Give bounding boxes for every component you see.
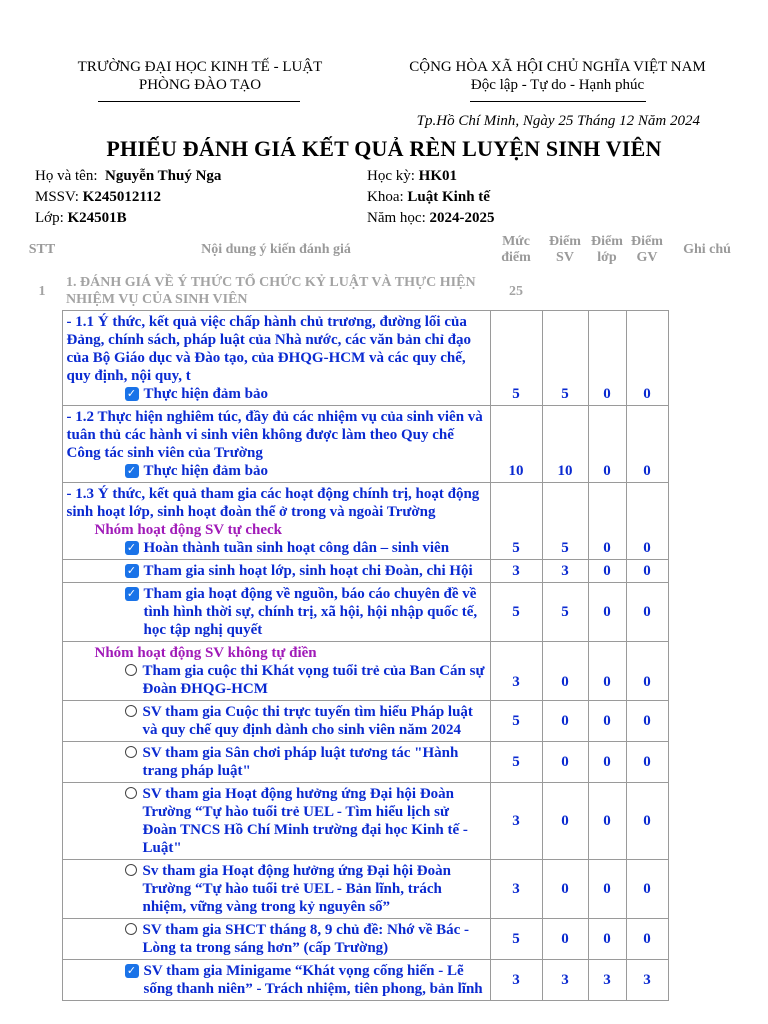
- option-label: SV tham gia Cuộc thi trực tuyến tìm hiểu Pháp luật và quy chế quy định dành cho sinh viên năm 2024: [142, 704, 473, 738]
- gv-cell: 3: [626, 960, 668, 1001]
- sv-cell: 5: [542, 583, 588, 642]
- item-cell: [62, 642, 490, 701]
- year-label: Năm học:: [367, 210, 426, 226]
- sv-cell: 5: [542, 483, 588, 560]
- lop-cell: 0: [588, 919, 626, 960]
- table-row: [22, 919, 746, 960]
- sv-cell: 0: [542, 783, 588, 860]
- lop-cell: 0: [588, 701, 626, 742]
- student-info-right: [367, 166, 494, 229]
- checked-box-icon[interactable]: ✓: [125, 564, 139, 578]
- option-label: SV tham gia Minigame “Khát vọng cống hiến - Lẽ sống thanh niên” - Trách nhiệm, tiên phong, bản lĩnh: [143, 963, 483, 997]
- checked-box-icon[interactable]: ✓: [125, 387, 139, 401]
- muc-cell: 5: [490, 701, 542, 742]
- item-cell: [62, 783, 490, 860]
- table-row: [22, 960, 746, 1001]
- lop-cell: 0: [588, 483, 626, 560]
- checked-box-icon[interactable]: ✓: [125, 587, 139, 601]
- faculty-label: Khoa:: [367, 189, 404, 205]
- unchecked-circle-icon[interactable]: [125, 705, 137, 717]
- item-text: - 1.2 Thực hiện nghiêm túc, đầy đủ các nhiệm vụ của sinh viên và tuân thủ các hành vi sinh viên không được làm theo Quy chế Công tác sinh viên của Trường: [66, 409, 483, 461]
- evaluation-table: [22, 228, 746, 1001]
- gv-cell: 0: [626, 311, 668, 406]
- option-label: SV tham gia SHCT tháng 8, 9 chủ đề: Nhớ về Bác - Lòng ta trong sáng hơn” (cấp Trường): [142, 922, 470, 956]
- school-underline: [98, 101, 300, 102]
- item-text: - 1.1 Ý thức, kết quả việc chấp hành chủ trương, đường lối của Đảng, chính sách, pháp luật của Nhà nước, các văn bản chỉ đạo của Bộ Giáo dục và Đào tạo, của ĐHQG-HCM và các quy chế, quy định, nội quy, t: [66, 314, 471, 384]
- section-row: [22, 272, 746, 311]
- muc-cell: 3: [490, 642, 542, 701]
- option-row[interactable]: [67, 385, 486, 403]
- lop-cell: 0: [588, 560, 626, 583]
- col-note: Ghi chú: [683, 242, 731, 257]
- gv-cell: 0: [626, 583, 668, 642]
- option-label: Thực hiện đảm bảo: [143, 463, 268, 479]
- muc-cell: 10: [490, 406, 542, 483]
- muc-cell: 3: [490, 783, 542, 860]
- class-label: Lớp:: [35, 210, 64, 226]
- nation-header: [380, 58, 735, 94]
- table-row: [22, 560, 746, 583]
- option-row[interactable]: [67, 462, 486, 480]
- nation-motto: Độc lập - Tự do - Hạnh phúc: [470, 77, 645, 93]
- col-lop: Điểm lớp: [591, 234, 623, 265]
- muc-cell: 5: [490, 483, 542, 560]
- option-label: SV tham gia Sân chơi pháp luật tương tác "Hành trang pháp luật": [142, 745, 459, 779]
- document-date: Tp.Hồ Chí Minh, Ngày 25 Tháng 12 Năm 2024: [416, 113, 700, 129]
- unchecked-circle-icon[interactable]: [125, 664, 137, 676]
- group-label: Nhóm hoạt động SV không tự điền: [94, 645, 317, 661]
- table-row: [22, 311, 746, 406]
- checked-box-icon[interactable]: ✓: [125, 541, 139, 555]
- faculty-value: Luật Kinh tế: [407, 189, 490, 205]
- col-content: Nội dung ý kiến đánh giá: [201, 242, 351, 257]
- table-row: [22, 406, 746, 483]
- sv-cell: 0: [542, 701, 588, 742]
- table-row: [22, 483, 746, 560]
- item-cell: [62, 311, 490, 406]
- sv-cell: 10: [542, 406, 588, 483]
- section-title: 1. ĐÁNH GIÁ VỀ Ý THỨC TỔ CHỨC KỶ LUẬT VÀ THỰC HIỆN NHIỆM VỤ CỦA SINH VIÊN: [66, 275, 476, 307]
- table-header-row: [22, 228, 746, 272]
- table-row: [22, 642, 746, 701]
- option-label: Tham gia sinh hoạt lớp, sinh hoạt chi Đoàn, chi Hội: [143, 563, 473, 579]
- checked-box-icon[interactable]: ✓: [125, 464, 139, 478]
- lop-cell: 0: [588, 406, 626, 483]
- muc-cell: 3: [490, 560, 542, 583]
- gv-cell: 0: [626, 560, 668, 583]
- unchecked-circle-icon[interactable]: [125, 864, 137, 876]
- gv-cell: 0: [626, 919, 668, 960]
- option-label: Tham gia cuộc thi Khát vọng tuổi trẻ của Ban Cán sự Đoàn ĐHQG-HCM: [142, 663, 485, 697]
- item-cell: [62, 742, 490, 783]
- muc-cell: 3: [490, 860, 542, 919]
- group-label: Nhóm hoạt động SV tự check: [94, 522, 282, 538]
- option-row[interactable]: [67, 921, 486, 957]
- student-info-left: [35, 166, 221, 229]
- lop-cell: 0: [588, 783, 626, 860]
- class-row: [35, 208, 221, 229]
- gv-cell: 0: [626, 406, 668, 483]
- gv-cell: 0: [626, 783, 668, 860]
- option-label: Hoàn thành tuần sinh hoạt công dân – sinh viên: [143, 540, 450, 556]
- col-muc: Mức điểm: [501, 234, 531, 265]
- gv-cell: 0: [626, 742, 668, 783]
- lop-cell: 0: [588, 642, 626, 701]
- lop-cell: 0: [588, 860, 626, 919]
- nation-underline: [470, 101, 646, 102]
- gv-cell: 0: [626, 860, 668, 919]
- item-text: - 1.3 Ý thức, kết quả tham gia các hoạt động chính trị, hoạt động sinh hoạt lớp, sinh hoạt đoàn thể ở trong và ngoài Trường: [66, 486, 480, 520]
- option-row[interactable]: [67, 662, 486, 698]
- item-cell: [62, 919, 490, 960]
- lop-cell: 0: [588, 311, 626, 406]
- option-label: Tham gia hoạt động về nguồn, báo cáo chuyên đề về tình hình thời sự, chính trị, xã hội, hội nhập quốc tế, học tập nghị quyết: [143, 586, 478, 638]
- checked-box-icon[interactable]: ✓: [125, 964, 139, 978]
- lop-cell: 3: [588, 960, 626, 1001]
- nation-name: CỘNG HÒA XÃ HỘI CHỦ NGHĨA VIỆT NAM: [409, 59, 706, 75]
- col-gv: Điểm GV: [631, 234, 663, 265]
- unchecked-circle-icon[interactable]: [125, 923, 137, 935]
- table-row: [22, 583, 746, 642]
- table-row: [22, 701, 746, 742]
- year-row: [367, 208, 494, 229]
- option-row[interactable]: [67, 703, 486, 739]
- term-value: HK01: [418, 168, 458, 184]
- mssv-value: K245012112: [82, 189, 162, 205]
- item-cell: [62, 701, 490, 742]
- item-cell: [62, 406, 490, 483]
- name-row: [35, 166, 221, 187]
- gv-cell: 0: [626, 701, 668, 742]
- muc-cell: 5: [490, 583, 542, 642]
- option-row[interactable]: [67, 862, 486, 916]
- sv-cell: 3: [542, 960, 588, 1001]
- muc-cell: 5: [490, 742, 542, 783]
- sv-cell: 0: [542, 860, 588, 919]
- item-cell: [62, 960, 490, 1001]
- term-label: Học kỳ:: [367, 168, 415, 184]
- gv-cell: 0: [626, 642, 668, 701]
- item-cell: [62, 860, 490, 919]
- school-header: [60, 58, 340, 94]
- col-sv: Điểm SV: [549, 234, 581, 265]
- option-row[interactable]: [67, 785, 486, 857]
- name-value: Nguyễn Thuý Nga: [104, 168, 222, 184]
- unchecked-circle-icon[interactable]: [125, 787, 137, 799]
- section-stt: 1: [38, 283, 46, 299]
- muc-cell: 5: [490, 919, 542, 960]
- option-row[interactable]: [67, 539, 486, 557]
- class-value: K24501B: [67, 210, 127, 226]
- table-row: [22, 860, 746, 919]
- sv-cell: 0: [542, 642, 588, 701]
- option-row[interactable]: [67, 562, 486, 580]
- faculty-row: [367, 187, 494, 208]
- school-name: TRƯỜNG ĐẠI HỌC KINH TẾ - LUẬT: [77, 59, 323, 75]
- item-cell: [62, 583, 490, 642]
- sv-cell: 5: [542, 311, 588, 406]
- option-row[interactable]: [67, 585, 486, 639]
- section-muc: 25: [509, 283, 523, 299]
- mssv-label: MSSV:: [35, 189, 79, 205]
- option-label: SV tham gia Hoạt động hưởng ứng Đại hội Đoàn Trường “Tự hào tuổi trẻ UEL - Tìm hiểu lịch sử Đoàn TNCS Hồ Chí Minh trường đại học Kinh tế - Luật": [142, 786, 468, 856]
- table-row: [22, 783, 746, 860]
- unchecked-circle-icon[interactable]: [125, 746, 137, 758]
- office-name: PHÒNG ĐÀO TẠO: [138, 77, 262, 93]
- lop-cell: 0: [588, 583, 626, 642]
- option-row[interactable]: [67, 962, 486, 998]
- item-cell: [62, 560, 490, 583]
- sv-cell: 0: [542, 742, 588, 783]
- term-row: [367, 166, 494, 187]
- muc-cell: 3: [490, 960, 542, 1001]
- page-title: PHIẾU ĐÁNH GIÁ KẾT QUẢ RÈN LUYỆN SINH VIÊN: [106, 136, 662, 161]
- option-label: Thực hiện đảm bảo: [143, 386, 268, 402]
- option-label: Sv tham gia Hoạt động hưởng ứng Đại hội Đoàn Trường “Tự hào tuổi trẻ UEL - Bản lĩnh, trách nhiệm, vững vàng trong kỷ nguyên số”: [142, 863, 451, 915]
- name-label: Họ và tên:: [35, 168, 98, 184]
- sv-cell: 0: [542, 919, 588, 960]
- sv-cell: 3: [542, 560, 588, 583]
- col-stt: STT: [28, 242, 56, 257]
- option-row[interactable]: [67, 744, 486, 780]
- muc-cell: 5: [490, 311, 542, 406]
- table-row: [22, 742, 746, 783]
- year-value: 2024-2025: [429, 210, 495, 226]
- gv-cell: 0: [626, 483, 668, 560]
- mssv-row: [35, 187, 221, 208]
- item-cell: [62, 483, 490, 560]
- lop-cell: 0: [588, 742, 626, 783]
